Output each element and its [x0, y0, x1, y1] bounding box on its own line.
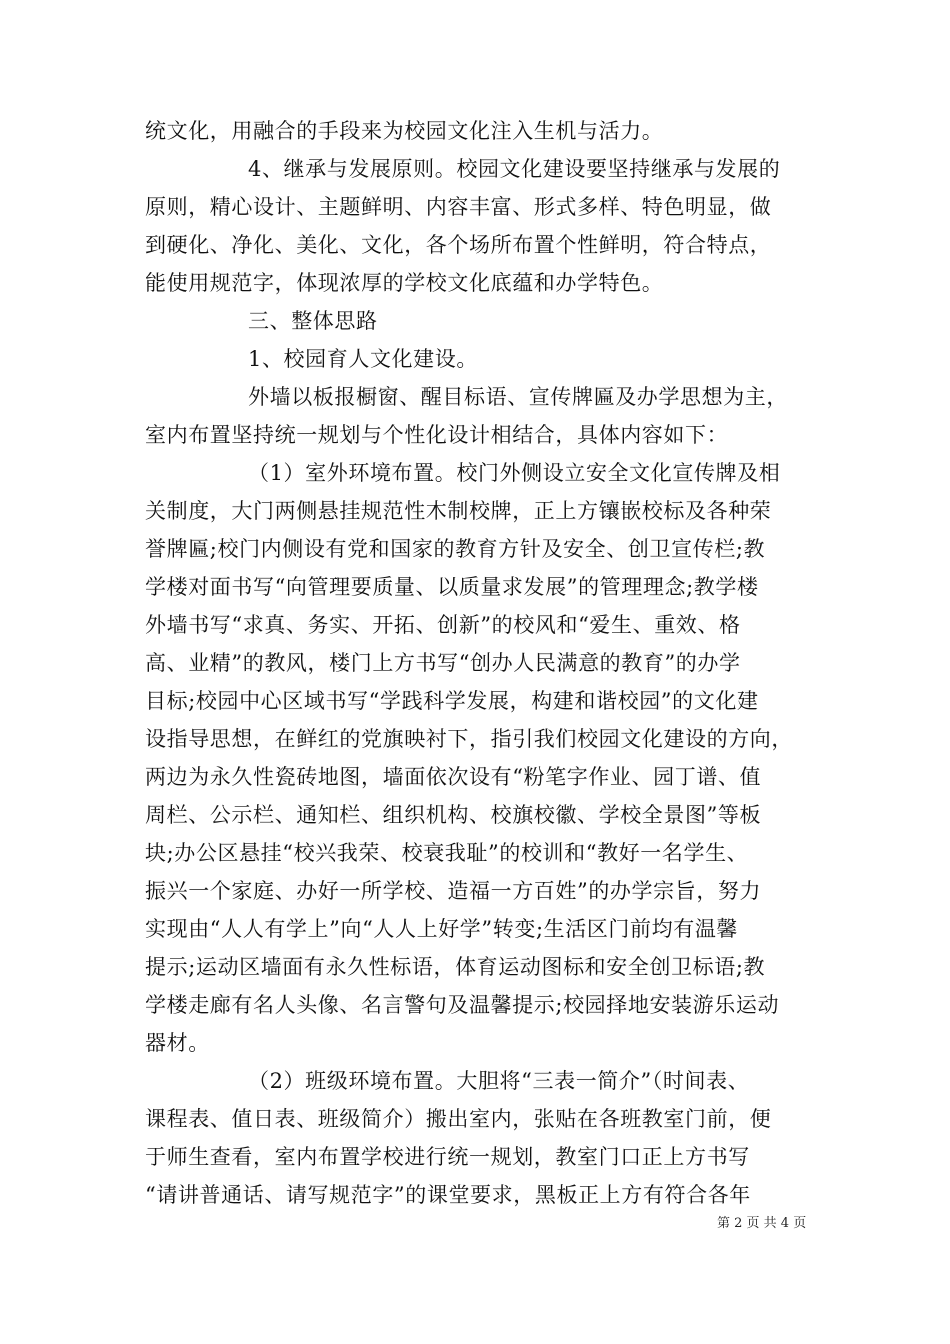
text-line: （2）班级环境布置。大胆将“三表一简介”（时间表、	[248, 1069, 750, 1093]
text-line: 4、继承与发展原则。校园文化建设要坚持继承与发展的	[248, 157, 781, 181]
text-line: 到硬化、净化、美化、文化，各个场所布置个性鲜明，符合特点，	[145, 233, 772, 257]
text-line: 关制度，大门两侧悬挂规范性木制校牌，正上方镶嵌校标及各种荣	[145, 499, 772, 523]
subsection-heading: 1、校园育人文化建设。	[248, 347, 478, 371]
text-line: 外墙以板报橱窗、醒目标语、宣传牌匾及办学思想为主，	[248, 385, 788, 409]
text-line: 能使用规范字，体现浓厚的学校文化底蕴和办学特色。	[145, 271, 664, 295]
text-line: “请讲普通话、请写规范字”的课堂要求，黑板正上方有符合各年	[145, 1183, 751, 1207]
text-line: 于师生查看，室内布置学校进行统一规划，教室门口正上方书写	[145, 1145, 750, 1169]
text-line: 统文化，用融合的手段来为校园文化注入生机与活力。	[145, 119, 664, 143]
text-line: 块;办公区悬挂“校兴我荣、校衰我耻”的校训和“教好一名学生、	[145, 841, 749, 865]
text-line: 室内布置坚持统一规划与个性化设计相结合，具体内容如下：	[145, 423, 729, 447]
text-line: 课程表、值日表、班级简介）搬出室内，张贴在各班教室门前，便	[145, 1107, 772, 1131]
section-heading: 三、整体思路	[248, 309, 378, 333]
text-line: （1）室外环境布置。校门外侧设立安全文化宣传牌及相	[248, 461, 781, 485]
text-line: 誉牌匾;校门内侧设有党和国家的教育方针及安全、创卫宣传栏;教	[145, 537, 766, 561]
text-line: 设指导思想，在鲜红的党旗映衬下，指引我们校园文化建设的方向，	[145, 727, 793, 751]
text-line: 器材。	[145, 1031, 210, 1055]
text-line: 目标;校园中心区域书写“学践科学发展，构建和谐校园”的文化建	[145, 689, 759, 713]
text-line: 提示;运动区墙面有永久性标语，体育运动图标和安全创卫标语;教	[145, 955, 766, 979]
text-line: 学楼走廊有名人头像、名言警句及温馨提示;校园择地安装游乐运动	[145, 993, 780, 1017]
text-line: 外墙书写“求真、务实、开拓、创新”的校风和“爱生、重效、格	[145, 613, 741, 637]
text-line: 振兴一个家庭、办好一所学校、造福一方百姓”的办学宗旨，努力	[145, 879, 762, 903]
text-line: 实现由“人人有学上”向“人人上好学”转变;生活区门前均有温馨	[145, 917, 739, 941]
text-line: 高、业精”的教风，楼门上方书写“创办人民满意的教育”的办学	[145, 651, 741, 675]
text-line: 两边为永久性瓷砖地图，墙面依次设有“粉笔字作业、园丁谱、值	[145, 765, 762, 789]
page-number: 第 2 页 共 4 页	[717, 1216, 807, 1231]
text-line: 原则，精心设计、主题鲜明、内容丰富、形式多样、特色明显，做	[145, 195, 772, 219]
text-line: 学楼对面书写“向管理要质量、以质量求发展”的管理理念;教学楼	[145, 575, 759, 599]
text-line: 周栏、公示栏、通知栏、组织机构、校旗校徽、学校全景图”等板	[145, 803, 762, 827]
